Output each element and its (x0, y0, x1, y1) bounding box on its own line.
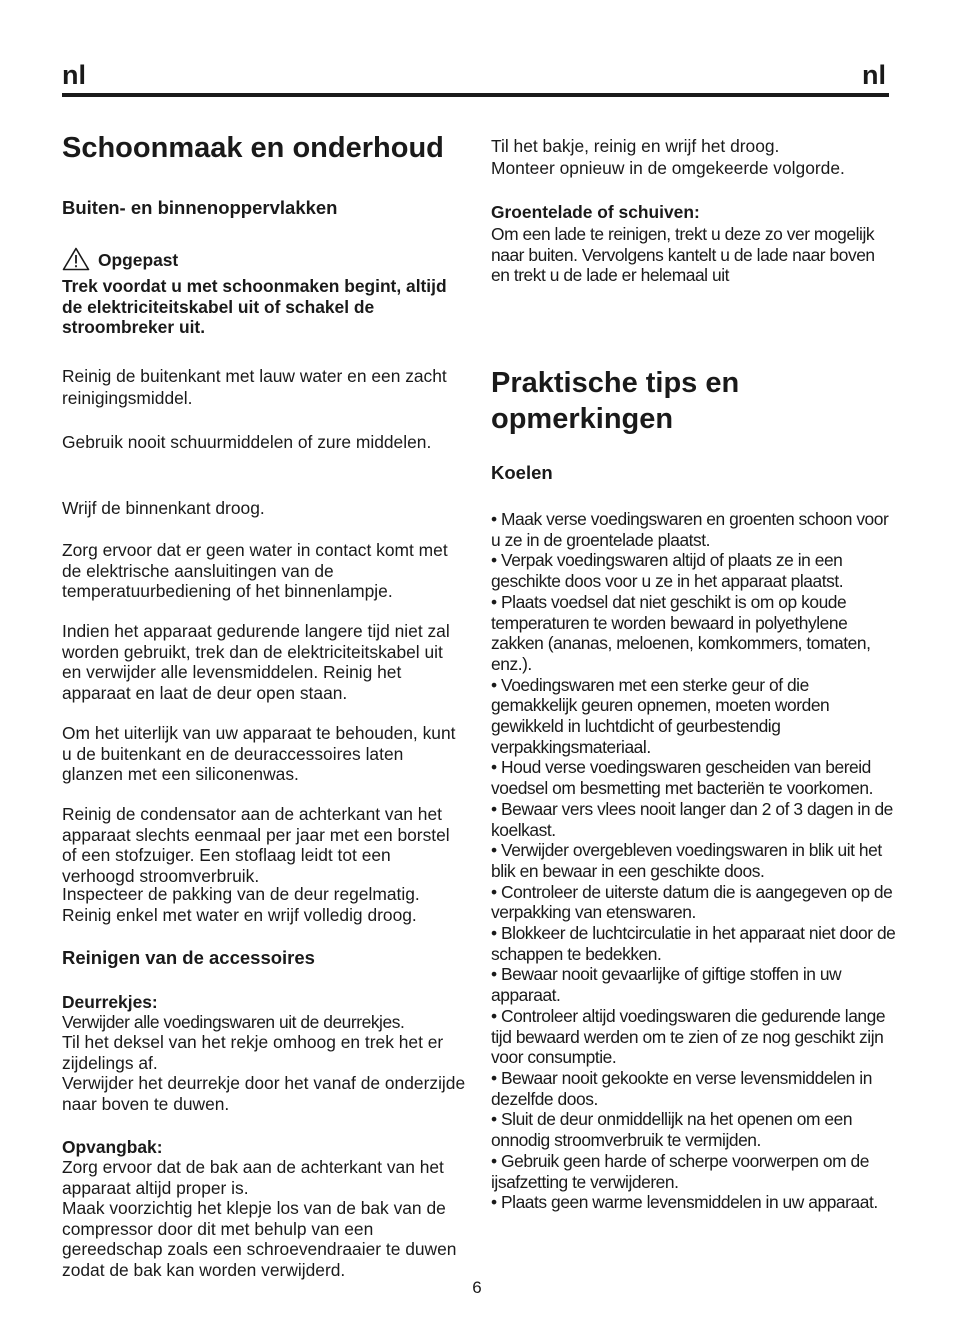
tips-list (491, 509, 896, 1213)
list-item: • Maak verse voedingswaren en groenten schoon voor u ze in de groentelade plaatst. (491, 509, 889, 550)
drip-tray-step-3: Til het bakje, reinig en wrijf het droog. (491, 136, 780, 156)
paragraph-appearance: Om het uiterlijk van uw apparaat te behouden, kunt u de buitenkant en de deuraccessoires laten glanzen met een siliconenwas. (62, 723, 456, 785)
paragraph-abrasives: Gebruik nooit schuurmiddelen of zure middelen. (62, 432, 432, 452)
label-drip-tray: Opvangbak: (62, 1137, 163, 1157)
section-title-cleaning: Schoonmaak en onderhoud (62, 132, 444, 164)
page-number: 6 (472, 1278, 482, 1297)
door-racks-step-1: Verwijder alle voedingswaren uit de deurrekjes. (62, 1012, 405, 1032)
vegetable-drawer-text: Om een lade te reinigen, trekt u deze zo ver mogelijk naar buiten. Vervolgens kantelt u de lade naar boven en trekt u de lade er helemaal uit (491, 224, 875, 286)
label-vegetable-drawer: Groentelade of schuiven: (491, 202, 700, 222)
list-item: • Verwijder overgebleven voedingswaren in blik uit het blik en bewaar in een geschikte doos. (491, 840, 882, 881)
warning-triangle-icon (62, 247, 90, 271)
drip-tray-step-1: Zorg ervoor dat de bak aan de achterkant van het apparaat altijd proper is. (62, 1157, 444, 1198)
paragraph-door-seal: Inspecteer de pakking van de deur regelmatig. Reinig enkel met water en wrijf volledig droog. (62, 884, 420, 925)
warning-heading (62, 247, 467, 271)
list-item: • Blokkeer de luchtcirculatie in het apparaat niet door de schappen te bedekken. (491, 923, 896, 964)
header-language-left: nl (62, 60, 86, 90)
warning-label: Opgepast (98, 250, 179, 271)
list-item: • Bewaar nooit gekookte en verse levensmiddelen in dezelfde doos. (491, 1067, 872, 1109)
section-title-tips (491, 365, 896, 437)
list-item: • Houd verse voedingswaren gescheiden van bereid voedsel om besmetting met bacteriën te voorkomen. (491, 757, 874, 799)
list-item: • Voedingswaren met een sterke geur of die gemakkelijk geuren opnemen, moeten worden gewikkeld in luchtdicht of geurbestendig verpakkingsmateriaal. (491, 674, 830, 757)
section-title-tips-line1: Praktische tips en (491, 367, 740, 399)
paragraph-condenser: Reinig de condensator aan de achterkant van het apparaat slechts eenmaal per jaar met een borstel of een stofzuiger. Een stoflaag leidt tot een verhoogd stroomverbruik. (62, 804, 450, 887)
section-title-tips-line2: opmerkingen (491, 403, 674, 435)
drip-tray-step-2: Maak voorzichtig het klepje los van de bak van de compressor door dit met behulp van een gereedschap zoals een schroevendraaier te duwen zodat de bak kan worden verwijderd. (62, 1198, 457, 1281)
header-rule (62, 93, 889, 97)
paragraph-exterior: Reinig de buitenkant met lauw water en een zacht reinigingsmiddel. (62, 366, 447, 408)
list-item: • Verpak voedingswaren altijd of plaats ze in een geschikte doos voor u ze in het apparaat plaatst. (491, 550, 844, 592)
subheading-accessories: Reinigen van de accessoires (62, 947, 315, 968)
list-item: • Sluit de deur onmiddellijk na het openen om een onnodig stroomverbruik te vermijden. (491, 1109, 853, 1151)
door-racks-step-2: Til het deksel van het rekje omhoog en trek het er zijdelings af. (62, 1032, 444, 1073)
subheading-cooling: Koelen (491, 462, 553, 483)
drip-tray-step-4: Monteer opnieuw in de omgekeerde volgorde. (491, 158, 845, 178)
header-language-right: nl (862, 60, 886, 90)
warning-text: Trek voordat u met schoonmaken begint, altijd de elektriciteitskabel uit of schakel de stroombreker uit. (62, 276, 447, 338)
list-item: • Bewaar vers vlees nooit langer dan 2 of 3 dagen in de koelkast. (491, 798, 893, 840)
subheading-surfaces: Buiten- en binnenoppervlakken (62, 197, 338, 218)
list-item: • Controleer altijd voedingswaren die gedurende lange tijd bewaard werden om te zien of ze nog geschikt zijn voor consumptie. (491, 1005, 886, 1068)
list-item: • Plaats geen warme levensmiddelen in uw apparaat. (491, 1192, 878, 1213)
list-item: • Gebruik geen harde of scherpe voorwerpen om de ijsafzetting te verwijderen. (491, 1150, 869, 1192)
paragraph-long-absence: Indien het apparaat gedurende langere tijd niet zal worden gebruikt, trek dan de elektriciteitskabel uit en verwijder alle levensmiddelen. Reinig het apparaat en laat de deur open staan. (62, 621, 450, 704)
label-door-racks: Deurrekjes: (62, 992, 158, 1012)
door-racks-step-3: Verwijder het deurrekje door het vanaf de onderzijde naar boven te duwen. (62, 1073, 466, 1114)
list-item: • Plaats voedsel dat niet geschikt is om op koude temperaturen te worden bewaard in polyethylene zakken (ananas, meloenen, komkommers, tomaten, enz.). (491, 591, 871, 674)
paragraph-water-contact: Zorg ervoor dat er geen water in contact komt met de elektrische aansluitingen van de temperatuurbediening of het binnenlampje. (62, 540, 448, 602)
paragraph-interior: Wrijf de binnenkant droog. (62, 498, 265, 518)
list-item: • Bewaar nooit gevaarlijke of giftige stoffen in uw apparaat. (491, 964, 842, 1006)
list-item: • Controleer de uiterste datum die is aangegeven op de verpakking van etenswaren. (491, 881, 893, 923)
